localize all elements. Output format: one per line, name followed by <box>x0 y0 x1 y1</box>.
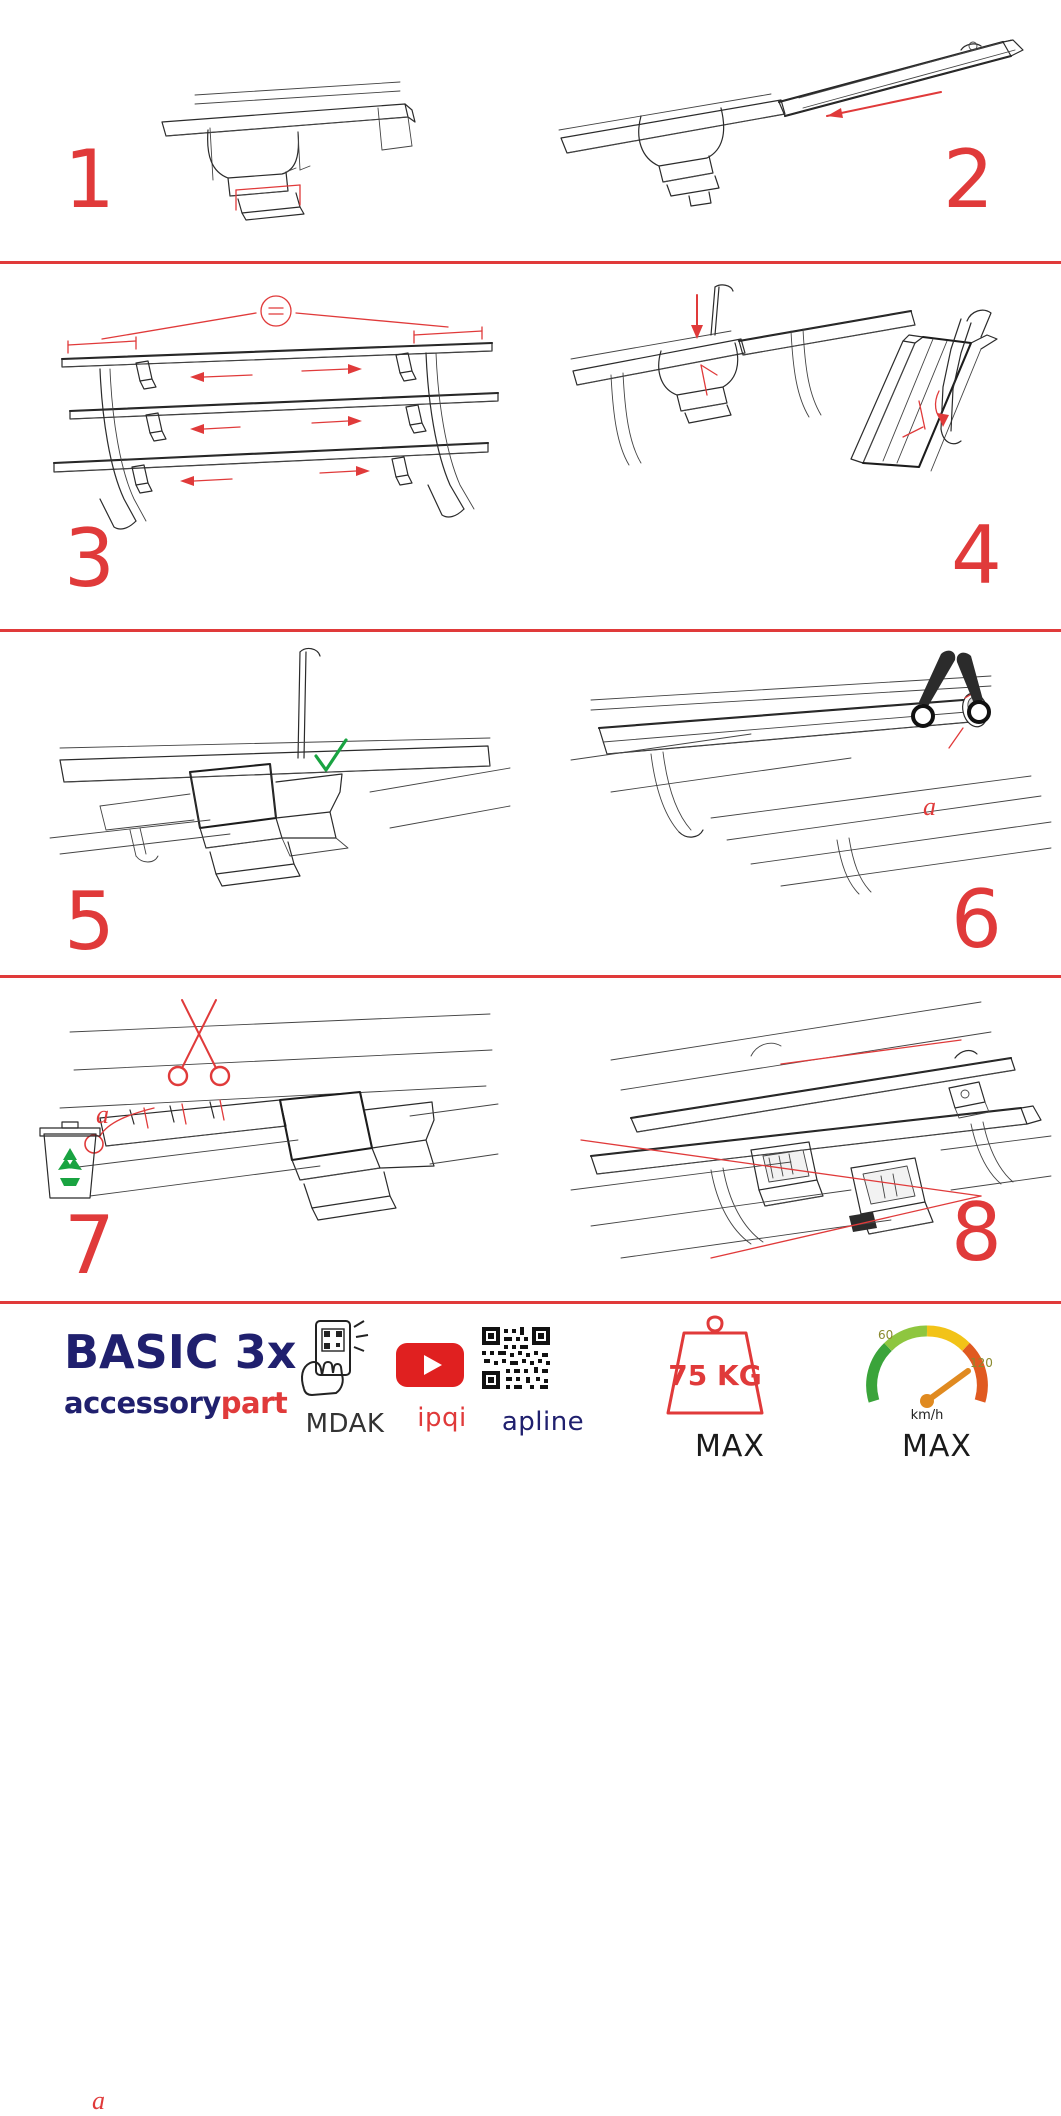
apline-part1: ap <box>501 1407 536 1437</box>
mdak-part2: A <box>348 1409 367 1439</box>
company-name-part1: accessory <box>64 1386 221 1420</box>
hand-phone-scan-icon <box>290 1319 382 1397</box>
logo-ipqi-caption: ipqi <box>417 1403 467 1433</box>
company-name-part2: part <box>220 1386 288 1420</box>
brand-block <box>64 1325 297 1420</box>
company-name <box>64 1386 296 1420</box>
step-3-number: 3 <box>64 512 114 605</box>
part-label-a-step7: a <box>92 2086 105 2115</box>
logo-apline <box>478 1323 608 1437</box>
panel-step-6 <box>531 632 1061 975</box>
scissors-icon-step7 <box>169 1000 229 1085</box>
max-speed-block <box>852 1309 1022 1464</box>
step-4-number: 4 <box>951 509 1001 602</box>
step-1-drawing <box>150 60 490 240</box>
panel-step-1 <box>0 0 530 261</box>
product-name-text: BASIC <box>64 1325 219 1379</box>
foot-rear <box>849 1158 933 1234</box>
part-label-a-step7-overlay: a <box>96 1100 109 1129</box>
max-load-value: 75 KG <box>668 1359 762 1392</box>
panel-step-2 <box>531 0 1061 261</box>
youtube-icon <box>392 1337 468 1391</box>
max-load-block <box>640 1309 820 1464</box>
part-label-a-step6: a <box>923 792 936 821</box>
step-7-number: 7 <box>64 1199 114 1292</box>
apline-part2: line <box>535 1407 585 1437</box>
footer <box>0 1301 1061 1500</box>
logo-ipqi <box>392 1337 492 1433</box>
step-8-number: 8 <box>951 1186 1001 1279</box>
step-5-drawing <box>30 642 510 912</box>
gauge-max-label: 120 <box>970 1356 993 1370</box>
step-2-number: 2 <box>943 133 993 226</box>
panel-step-4 <box>531 264 1061 629</box>
logo-apline-caption <box>478 1407 608 1437</box>
panel-step-5 <box>0 632 530 975</box>
step-5-number: 5 <box>64 875 114 968</box>
max-speed-caption: MAX <box>902 1429 972 1464</box>
weight-icon <box>640 1309 790 1429</box>
gauge-min-label: 60 <box>878 1328 894 1342</box>
recycle-bin-icon <box>40 1122 100 1198</box>
step-1-number: 1 <box>64 133 114 226</box>
product-name <box>64 1325 297 1379</box>
qr-code-icon <box>478 1323 554 1395</box>
logo-mdak <box>290 1319 400 1439</box>
product-qty: 3x <box>234 1325 297 1379</box>
speed-unit-label: km/h <box>910 1408 944 1423</box>
mdak-part1: MD <box>305 1409 349 1439</box>
max-load-caption: MAX <box>695 1429 765 1464</box>
panel-step-8 <box>531 978 1061 1301</box>
speedometer-icon <box>852 1309 1002 1429</box>
step-6-number: 6 <box>951 873 1001 966</box>
panel-step-3 <box>0 264 530 629</box>
mdak-part3: K <box>366 1409 385 1439</box>
logo-mdak-caption <box>290 1409 400 1439</box>
